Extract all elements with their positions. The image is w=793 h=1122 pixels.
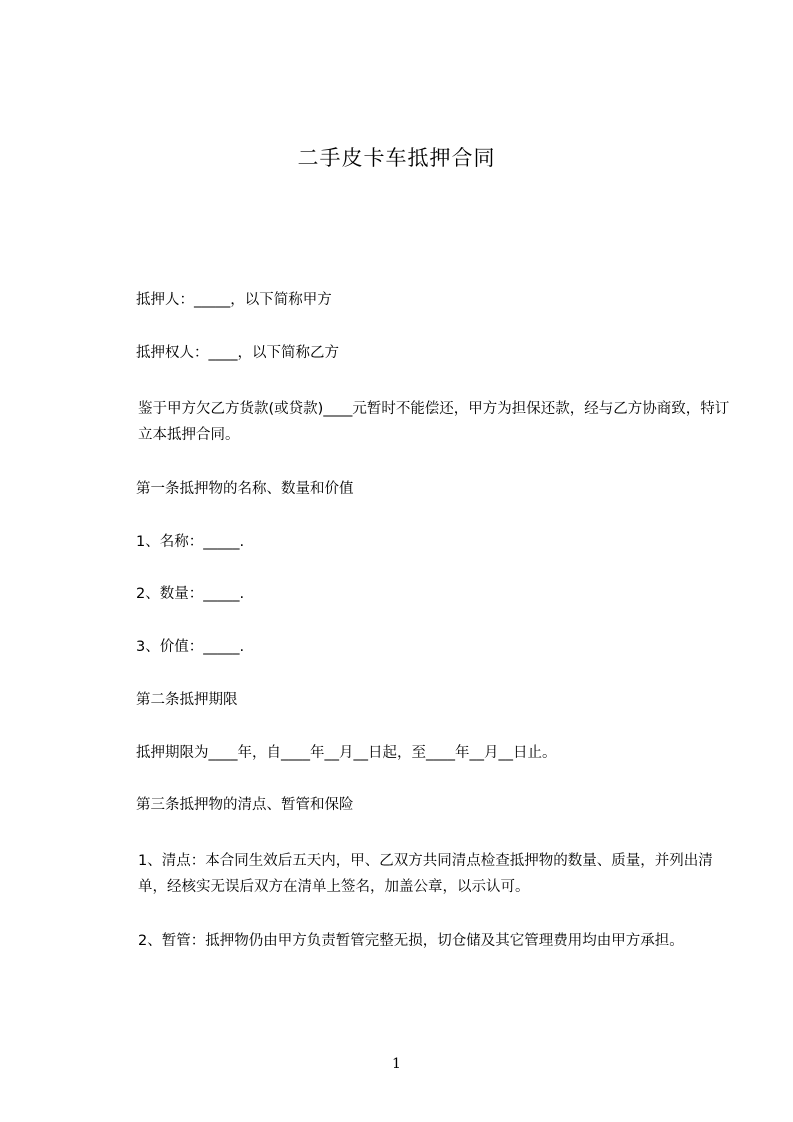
paragraph-custody: 2、暂管：抵押物仍由甲方负责暂管完整无损，切仓储及其它管理费用均由甲方承担。 <box>138 933 684 949</box>
page-number: 1 <box>392 1056 401 1072</box>
article-3-heading: 第三条抵押物的清点、暂管和保险 <box>136 797 354 813</box>
article-2-heading: 第二条抵押期限 <box>136 692 238 708</box>
paragraph-preamble: 鉴于甲方欠乙方货款(或贷款)____元暂时不能偿还，甲方为担保还款，经与乙方协商致，特订立本抵押合同。 <box>138 401 730 443</box>
item-name: 1、名称：_____. <box>136 534 245 550</box>
document-title: 二手皮卡车抵押合同 <box>297 146 496 170</box>
item-quantity: 2、数量：_____. <box>136 586 245 602</box>
paragraph-mortgagee: 抵押权人：____，以下简称乙方 <box>136 345 339 361</box>
article-1-heading: 第一条抵押物的名称、数量和价值 <box>136 481 354 497</box>
paragraph-mortgagor: 抵押人：_____，以下简称甲方 <box>136 292 332 308</box>
paragraph-term: 抵押期限为____年，自____年__月__日起，至____年__月__日止。 <box>136 745 557 761</box>
item-value: 3、价值：_____. <box>136 639 245 655</box>
paragraph-inventory: 1、清点：本合同生效后五天内，甲、乙双方共同清点检查抵押物的数量、质量，并列出清单，经核实无误后双方在清单上签名，加盖公章，以示认可。 <box>138 853 713 895</box>
